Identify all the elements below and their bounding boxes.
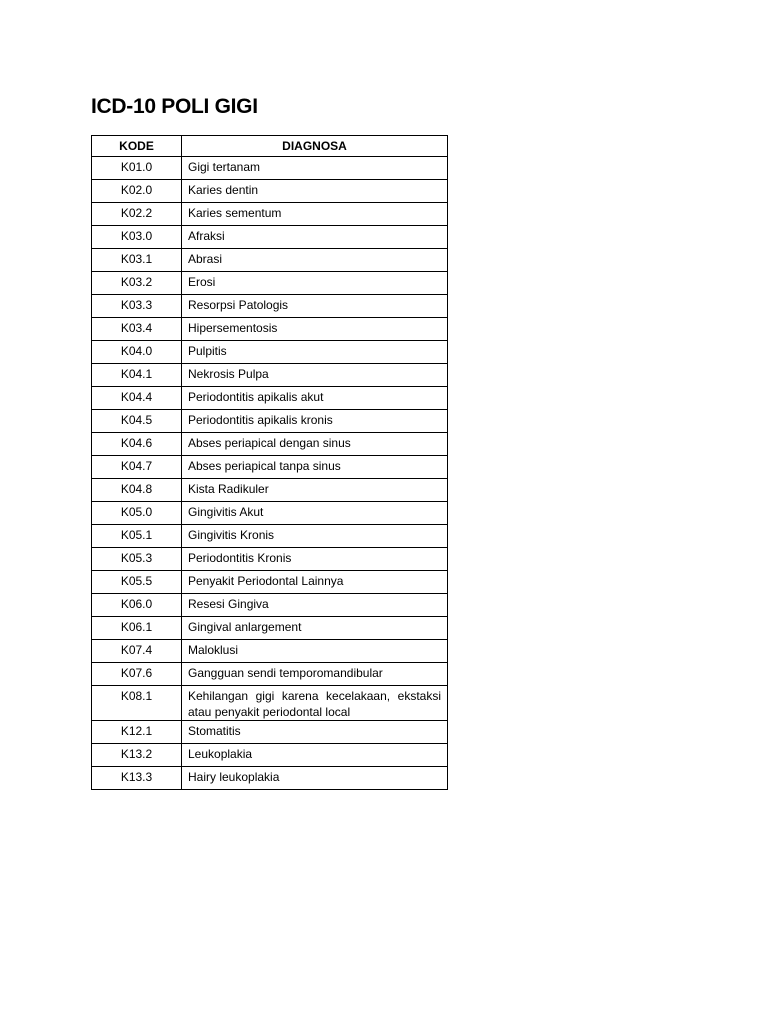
- code-cell: K02.2: [92, 203, 182, 226]
- diagnosis-cell: Leukoplakia: [182, 744, 448, 767]
- table-row: [92, 272, 448, 295]
- code-cell: K04.7: [92, 456, 182, 479]
- table-row: [92, 249, 448, 272]
- code-cell: K03.3: [92, 295, 182, 318]
- table-row: [92, 548, 448, 571]
- table-row: [92, 318, 448, 341]
- table-row: [92, 767, 448, 790]
- table-row: [92, 410, 448, 433]
- code-cell: K07.4: [92, 640, 182, 663]
- diagnosis-cell: Abses periapical tanpa sinus: [182, 456, 448, 479]
- table-row: [92, 433, 448, 456]
- table-row: [92, 721, 448, 744]
- code-cell: K03.4: [92, 318, 182, 341]
- diagnosis-cell: Gingivitis Kronis: [182, 525, 448, 548]
- code-cell: K04.4: [92, 387, 182, 410]
- code-cell: K05.0: [92, 502, 182, 525]
- table-row: [92, 663, 448, 686]
- code-cell: K03.0: [92, 226, 182, 249]
- code-cell: K04.6: [92, 433, 182, 456]
- code-cell: K03.2: [92, 272, 182, 295]
- document-title: ICD-10 POLI GIGI: [91, 95, 258, 118]
- diagnosis-cell: Karies sementum: [182, 203, 448, 226]
- table-row: [92, 640, 448, 663]
- diagnosis-cell: Hairy leukoplakia: [182, 767, 448, 790]
- code-cell: K07.6: [92, 663, 182, 686]
- table-row: [92, 157, 448, 180]
- diagnosis-cell: Stomatitis: [182, 721, 448, 744]
- code-cell: K04.0: [92, 341, 182, 364]
- diagnosis-cell: Periodontitis apikalis akut: [182, 387, 448, 410]
- diagnosis-cell: Resorpsi Patologis: [182, 295, 448, 318]
- table-row: [92, 341, 448, 364]
- diagnosis-cell: Periodontitis apikalis kronis: [182, 410, 448, 433]
- table-row: [92, 686, 448, 721]
- diagnosis-cell: Gangguan sendi temporomandibular: [182, 663, 448, 686]
- table-row: [92, 479, 448, 502]
- table-row: [92, 203, 448, 226]
- diagnosis-cell: Maloklusi: [182, 640, 448, 663]
- table-row: [92, 744, 448, 767]
- code-cell: K03.1: [92, 249, 182, 272]
- table-row: [92, 456, 448, 479]
- diagnosis-cell: Gingivitis Akut: [182, 502, 448, 525]
- column-header-code: KODE: [92, 136, 182, 157]
- code-cell: K04.8: [92, 479, 182, 502]
- table-row: [92, 525, 448, 548]
- table-row: [92, 387, 448, 410]
- table-header-row: [92, 136, 448, 157]
- diagnosis-cell: Abses periapical dengan sinus: [182, 433, 448, 456]
- column-header-diagnosis: DIAGNOSA: [182, 136, 448, 157]
- diagnosis-cell: Nekrosis Pulpa: [182, 364, 448, 387]
- diagnosis-cell: Pulpitis: [182, 341, 448, 364]
- diagnosis-cell: Kista Radikuler: [182, 479, 448, 502]
- code-cell: K04.5: [92, 410, 182, 433]
- code-cell: K06.0: [92, 594, 182, 617]
- diagnosis-cell: Gingival anlargement: [182, 617, 448, 640]
- code-cell: K04.1: [92, 364, 182, 387]
- code-cell: K05.5: [92, 571, 182, 594]
- diagnosis-cell: Abrasi: [182, 249, 448, 272]
- code-cell: K05.1: [92, 525, 182, 548]
- table-row: [92, 594, 448, 617]
- table-row: [92, 502, 448, 525]
- diagnosis-cell: Gigi tertanam: [182, 157, 448, 180]
- code-cell: K01.0: [92, 157, 182, 180]
- code-cell: K13.2: [92, 744, 182, 767]
- table-row: [92, 364, 448, 387]
- diagnosis-cell: Kehilangan gigi karena kecelakaan, ekstaksi atau penyakit periodontal local: [182, 686, 448, 721]
- icd-10-table: [91, 135, 448, 790]
- code-cell: K02.0: [92, 180, 182, 203]
- diagnosis-cell: Karies dentin: [182, 180, 448, 203]
- diagnosis-cell: Periodontitis Kronis: [182, 548, 448, 571]
- code-cell: K06.1: [92, 617, 182, 640]
- table-body: [92, 157, 448, 790]
- table-row: [92, 295, 448, 318]
- table-row: [92, 617, 448, 640]
- code-cell: K05.3: [92, 548, 182, 571]
- diagnosis-cell: Afraksi: [182, 226, 448, 249]
- diagnosis-cell: Hipersementosis: [182, 318, 448, 341]
- diagnosis-cell: Erosi: [182, 272, 448, 295]
- code-cell: K08.1: [92, 686, 182, 721]
- table-row: [92, 571, 448, 594]
- table-row: [92, 226, 448, 249]
- table-row: [92, 180, 448, 203]
- code-cell: K12.1: [92, 721, 182, 744]
- diagnosis-cell: Resesi Gingiva: [182, 594, 448, 617]
- diagnosis-cell: Penyakit Periodontal Lainnya: [182, 571, 448, 594]
- code-cell: K13.3: [92, 767, 182, 790]
